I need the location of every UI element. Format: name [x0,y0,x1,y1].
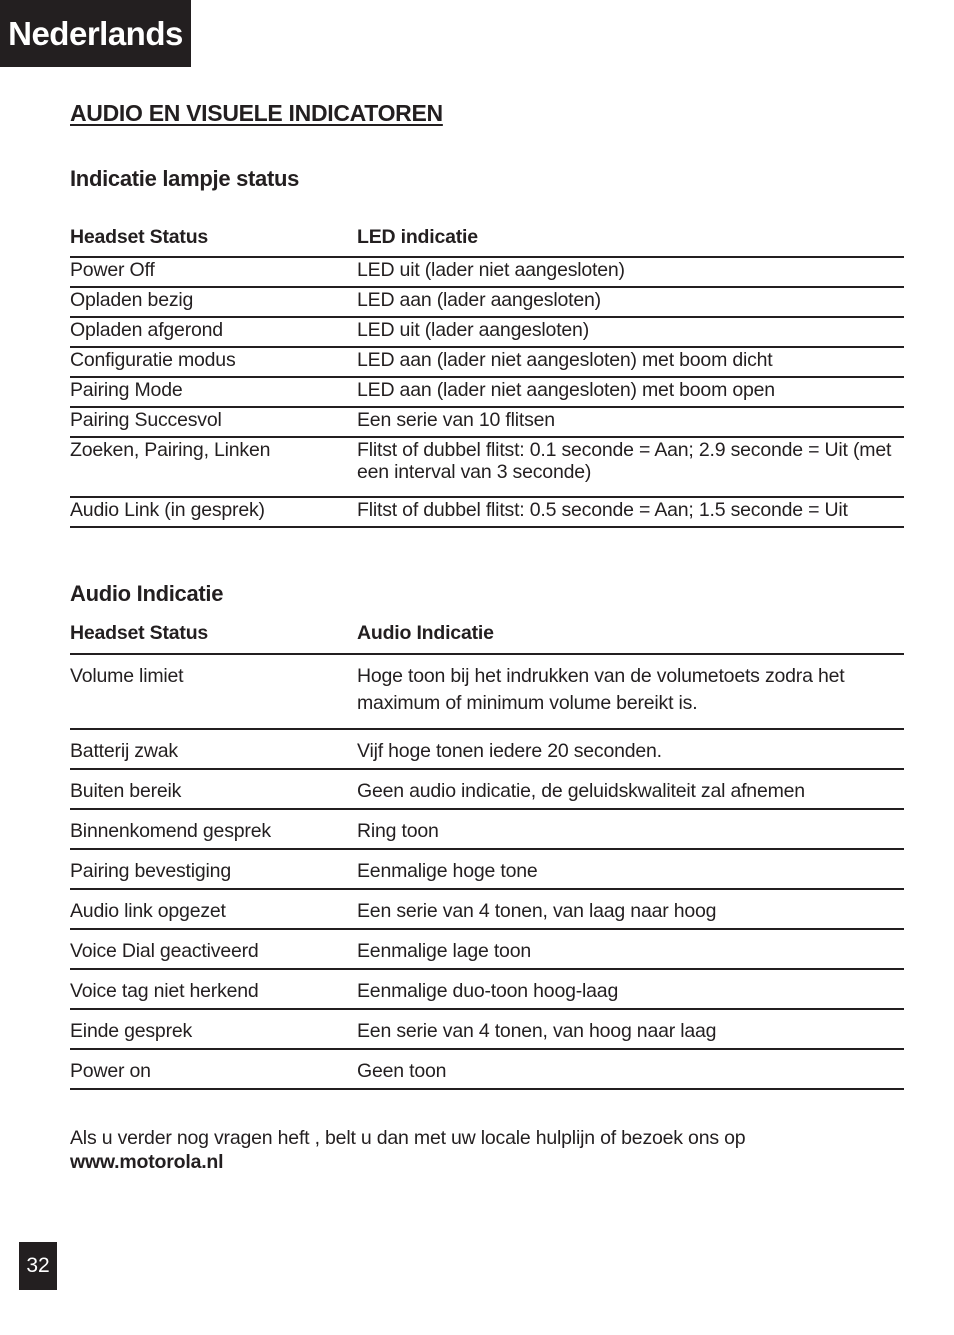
audio-indication-cell: Een serie van 4 tonen, van hoog naar laag [357,1009,904,1049]
headset-status-cell: Audio link opgezet [70,889,357,929]
audio-indication-cell: Eenmalige duo-toon hoog-laag [357,969,904,1009]
table-row [70,347,904,377]
audio-indication-cell: Vijf hoge tonen iedere 20 seconden. [357,729,904,769]
audio-indication-cell: Een serie van 4 tonen, van laag naar hoog [357,889,904,929]
headset-status-cell: Binnenkomend gesprek [70,809,357,849]
headset-status-cell: Volume limiet [70,654,357,729]
led-indication-cell: LED uit (lader niet aangesloten) [357,257,904,287]
headset-status-cell: Voice tag niet herkend [70,969,357,1009]
led-indication-cell: LED aan (lader niet aangesloten) met boom dicht [357,347,904,377]
headset-status-cell: Configuratie modus [70,347,357,377]
headset-status-cell: Einde gesprek [70,1009,357,1049]
led-indication-cell: Een serie van 10 flitsen [357,407,904,437]
table-row [70,407,904,437]
table-row [70,1049,904,1089]
headset-status-cell: Pairing Succesvol [70,407,357,437]
headset-status-cell: Opladen afgerond [70,317,357,347]
table-row [70,969,904,1009]
led-indication-cell: LED aan (lader aangesloten) [357,287,904,317]
headset-status-cell: Batterij zwak [70,729,357,769]
website-link[interactable]: www.motorola.nl [70,1151,224,1173]
led-indication-cell: LED aan (lader niet aangesloten) met boom open [357,377,904,407]
column-header-status: Headset Status [70,622,357,654]
led-indication-cell: LED uit (lader aangesloten) [357,317,904,347]
headset-status-cell: Audio Link (in gesprek) [70,497,357,527]
column-header-audio: Audio Indicatie [357,622,904,654]
table-row [70,729,904,769]
table-row [70,287,904,317]
table-row [70,497,904,527]
headset-status-cell: Voice Dial geactiveerd [70,929,357,969]
audio-indication-cell: Eenmalige hoge tone [357,849,904,889]
headset-status-cell: Zoeken, Pairing, Linken [70,437,357,497]
table-header-row [70,226,904,257]
column-header-status: Headset Status [70,226,357,257]
audio-indication-cell: Geen audio indicatie, de geluidskwaliteit zal afnemen [357,769,904,809]
table-row [70,377,904,407]
headset-status-cell: Opladen bezig [70,287,357,317]
table-row [70,1009,904,1049]
column-header-led: LED indicatie [357,226,904,257]
audio-section-title: Audio Indicatie [70,581,224,606]
led-status-table [70,226,904,528]
headset-status-cell: Pairing Mode [70,377,357,407]
headset-status-cell: Pairing bevestiging [70,849,357,889]
footer-note-text: Als u verder nog vragen heft , belt u dan met uw locale hulplijn of bezoek ons op [70,1127,746,1149]
audio-indication-cell: Hoge toon bij het indrukken van de volumetoets zodra het maximum of minimum volume bereikt is. [357,654,904,729]
audio-indication-table [70,622,904,1090]
audio-indication-cell: Eenmalige lage toon [357,929,904,969]
table-row [70,437,904,497]
language-tab: Nederlands [0,0,191,67]
audio-indication-cell: Geen toon [357,1049,904,1089]
headset-status-cell: Power on [70,1049,357,1089]
led-indication-cell: Flitst of dubbel flitst: 0.5 seconde = Aan; 1.5 seconde = Uit [357,497,904,527]
table-row [70,257,904,287]
table-row [70,929,904,969]
page-number: 32 [19,1242,57,1290]
led-indication-cell: Flitst of dubbel flitst: 0.1 seconde = Aan; 2.9 seconde = Uit (met een interval van 3 seconde) [357,437,904,497]
table-row [70,889,904,929]
table-row [70,849,904,889]
table-row [70,317,904,347]
headset-status-cell: Buiten bereik [70,769,357,809]
footer-note [70,1126,904,1174]
headset-status-cell: Power Off [70,257,357,287]
table-header-row [70,622,904,654]
audio-indication-cell: Ring toon [357,809,904,849]
table-row [70,769,904,809]
led-section-title: Indicatie lampje status [70,166,300,191]
table-row [70,809,904,849]
table-row [70,654,904,729]
page-title: AUDIO EN VISUELE INDICATOREN [70,100,443,126]
